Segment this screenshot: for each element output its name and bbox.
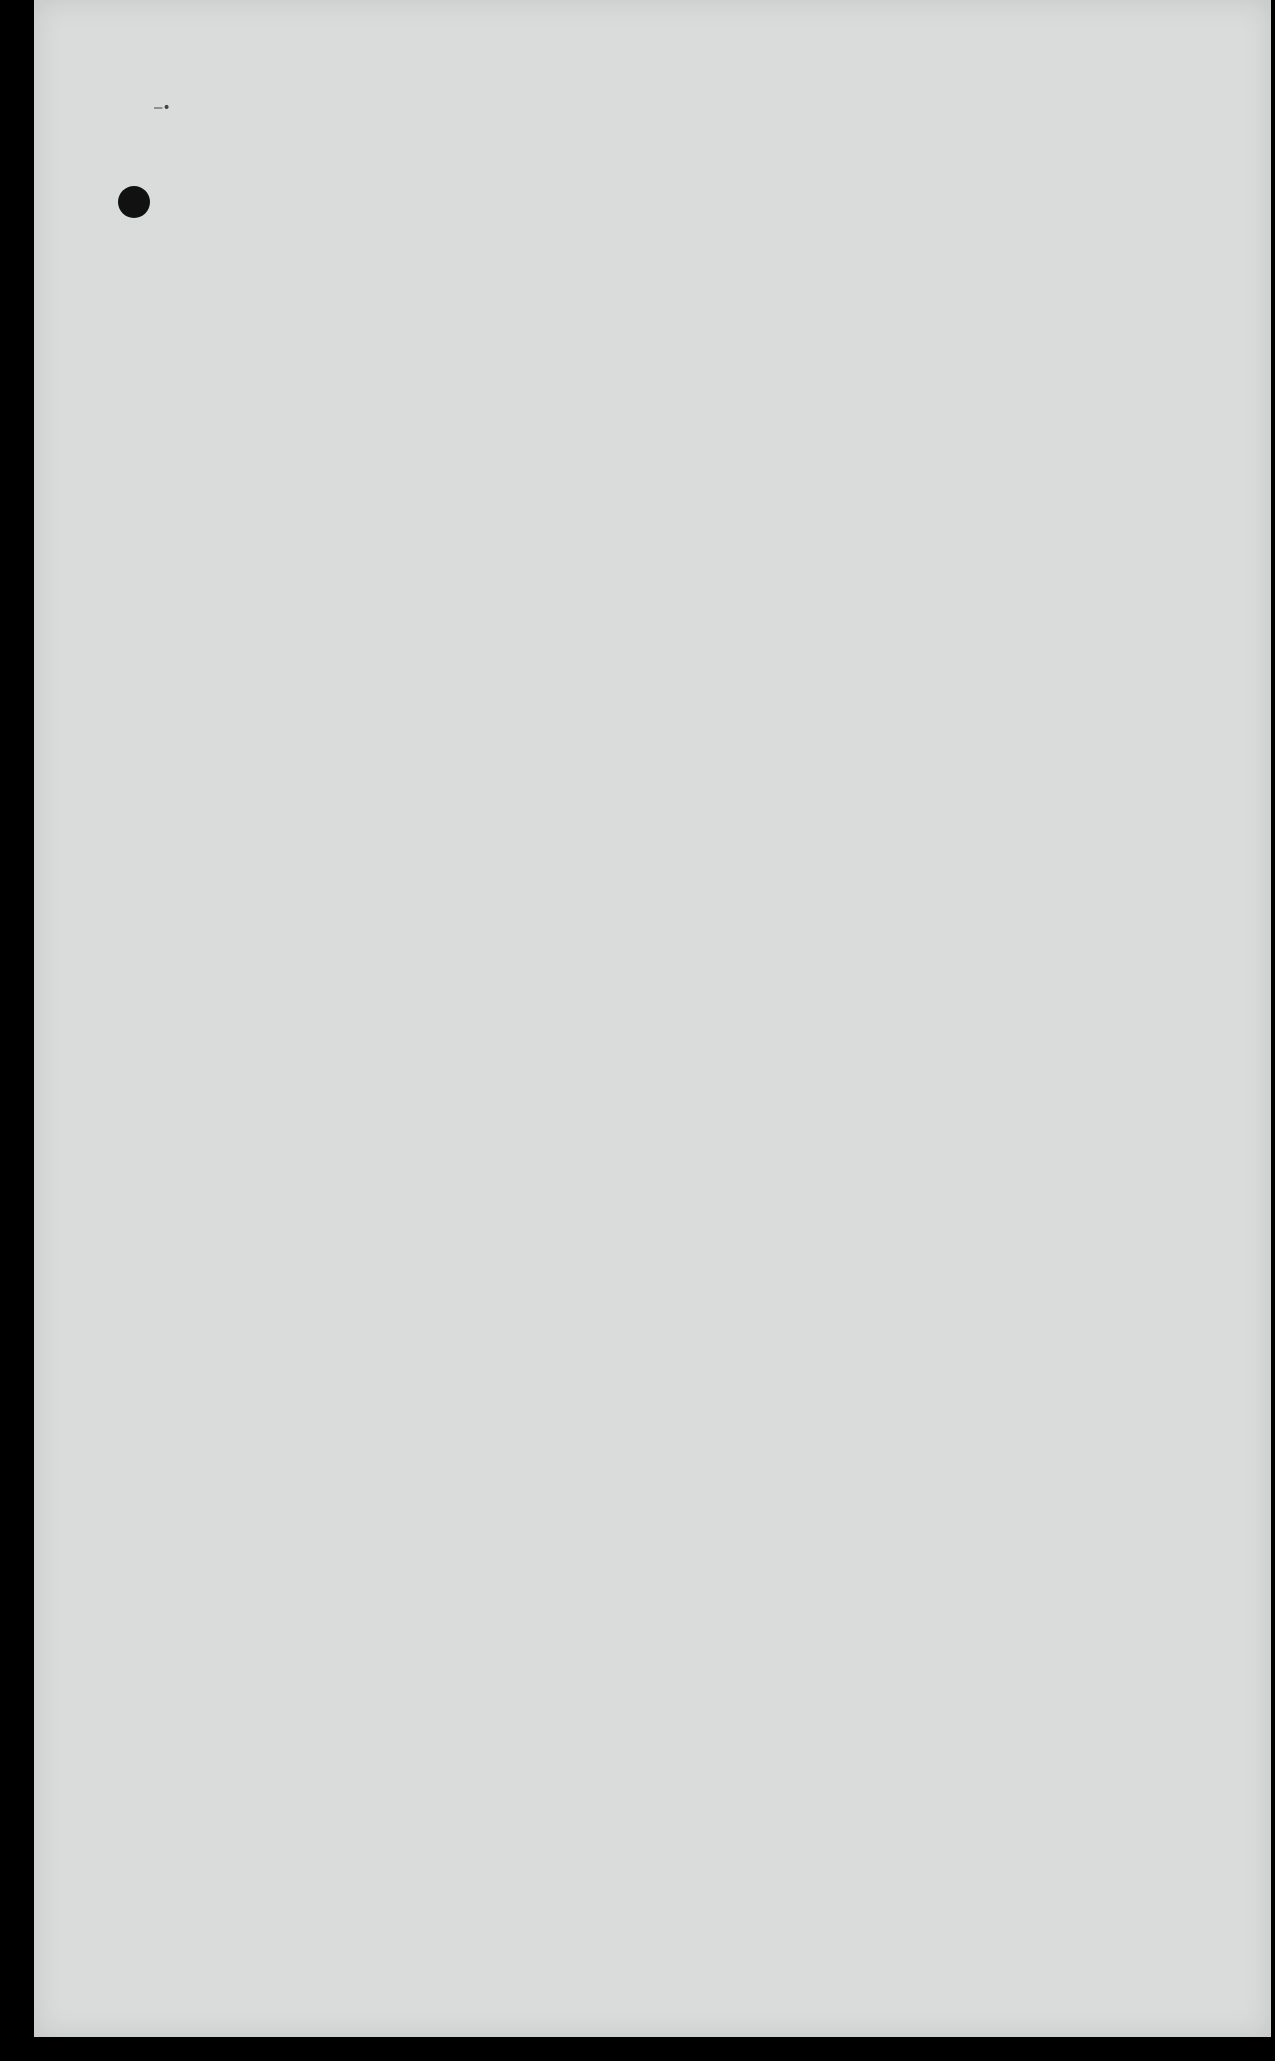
lancasters-load-cont: [187, 587, 235, 613]
stats-row-detailed: [489, 243, 1089, 269]
stats-row: [489, 387, 1089, 413]
bomb-load-section: [187, 398, 235, 802]
wellingtons-load-cont: [187, 731, 235, 757]
punch-hole: [118, 186, 150, 218]
aircraft-stats-table: [489, 197, 1089, 603]
stats-row: [489, 459, 1089, 485]
stats-row: [489, 315, 1089, 341]
lancasters-load: [187, 516, 235, 542]
margin-tick-mark: —•: [154, 100, 171, 116]
document-page: [34, 0, 1271, 2037]
claim-line: [187, 444, 235, 470]
wellingtons-load: [187, 659, 235, 685]
stats-row: [489, 531, 1089, 557]
